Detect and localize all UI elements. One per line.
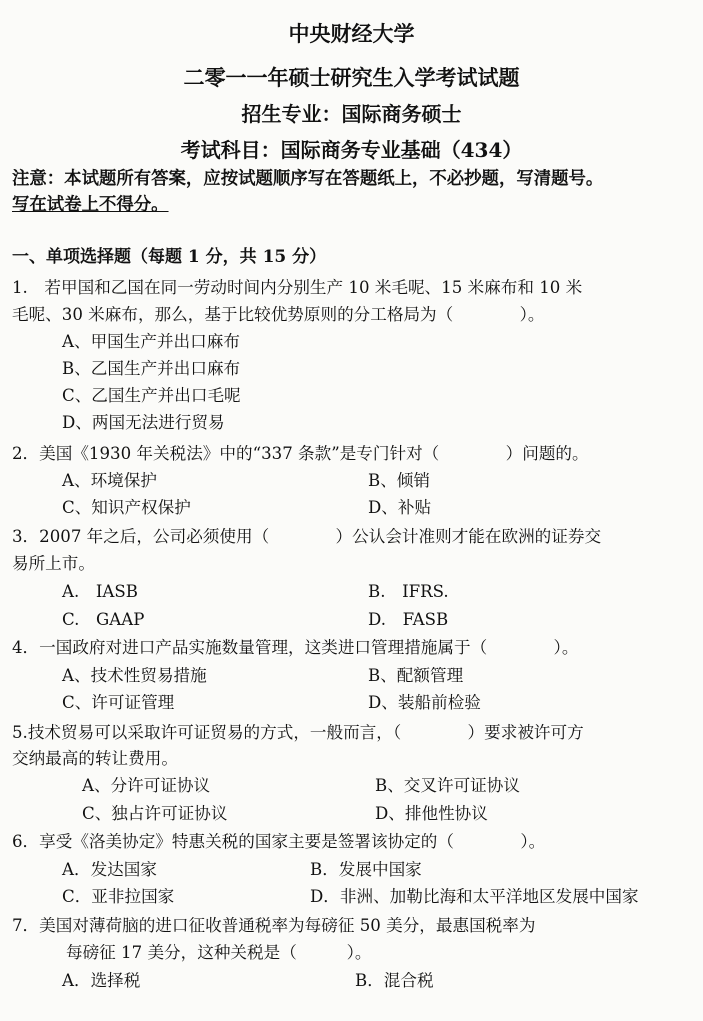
question-3-option-a: A. IASB xyxy=(62,582,138,601)
question-5-option-a: A、分许可证协议 xyxy=(82,776,211,795)
question-2-option-b: B、倾销 xyxy=(368,471,430,490)
notice-main: 注意：本试题所有答案，应按试题顺序写在答题纸上，不必抄题，写清题号。 xyxy=(12,169,604,189)
question-7-line-1: 7．美国对薄荷脑的进口征收普通税率为每磅征 50 美分，最惠国税率为 xyxy=(12,916,536,935)
question-5-option-b: B、交叉许可证协议 xyxy=(375,776,520,795)
question-2-option-d: D、补贴 xyxy=(368,498,432,517)
question-2-option-c: C、知识产权保护 xyxy=(62,498,191,517)
question-1-option-c: C、乙国生产并出口毛呢 xyxy=(62,386,241,405)
question-5-line-2: 交纳最高的转让费用。 xyxy=(12,749,178,768)
question-3-line-2: 易所上市。 xyxy=(12,554,95,573)
question-1-line-2: 毛呢、30 米麻布，那么，基于比较优势原则的分工格局为（ ）。 xyxy=(12,305,545,324)
question-6-option-b: B．发展中国家 xyxy=(310,860,422,879)
question-6-option-d: D．非洲、加勒比海和太平洋地区发展中国家 xyxy=(310,887,639,906)
section-title: 一、单项选择题（每题 1 分，共 15 分） xyxy=(12,247,327,267)
question-1-option-b: B、乙国生产并出口麻布 xyxy=(62,359,241,378)
question-2-line-1: 2．美国《1930 年关税法》中的“337 条款”是专门针对（ ）问题的。 xyxy=(12,444,589,463)
question-3-line-1: 3．2007 年之后，公司必须使用（ ）公认会计准则才能在欧洲的证券交 xyxy=(12,527,602,546)
question-6-option-c: C．亚非拉国家 xyxy=(62,887,175,906)
question-4-option-c: C、许可证管理 xyxy=(62,693,175,712)
question-1-option-d: D、两国无法进行贸易 xyxy=(62,413,225,432)
subject-line: 考试科目：国际商务专业基础（434） xyxy=(180,138,523,162)
question-3-option-c: C. GAAP xyxy=(62,610,145,629)
question-1-line-1: 1. 若甲国和乙国在同一劳动时间内分别生产 10 米毛呢、15 米麻布和 10 米 xyxy=(12,278,583,297)
question-5-option-d: D、排他性协议 xyxy=(375,804,488,823)
question-6-line-1: 6．享受《洛美协定》特惠关税的国家主要是签署该协定的（ ）。 xyxy=(12,832,546,851)
question-4-option-a: A、技术性贸易措施 xyxy=(62,666,207,685)
question-5-option-c: C、独占许可证协议 xyxy=(82,804,228,823)
question-4-line-1: 4．一国政府对进口产品实施数量管理，这类进口管理措施属于（ ）。 xyxy=(12,638,579,657)
exam-notice xyxy=(12,166,696,218)
notice-underlined: 写在试卷上不得分。 xyxy=(12,195,169,215)
question-5-line-1: 5.技术贸易可以采取许可证贸易的方式，一般而言，（ ）要求被许可方 xyxy=(12,723,584,742)
question-3-option-d: D. FASB xyxy=(368,610,449,629)
question-4-option-b: B、配额管理 xyxy=(368,666,464,685)
question-2-option-a: A、环境保护 xyxy=(62,471,157,490)
exam-title: 二零一一年硕士研究生入学考试试题 xyxy=(183,65,520,90)
question-7-line-2: 每磅征 17 美分，这种关税是（ ）。 xyxy=(66,943,372,962)
question-6-option-a: A．发达国家 xyxy=(62,860,157,879)
question-4-option-d: D、装船前检验 xyxy=(368,693,481,712)
question-1-option-a: A、甲国生产并出口麻布 xyxy=(62,332,240,351)
question-3-option-b: B. IFRS. xyxy=(368,582,449,601)
question-7-option-b: B．混合税 xyxy=(355,971,434,990)
university-name: 中央财经大学 xyxy=(288,21,415,46)
question-7-option-a: A．选择税 xyxy=(62,971,141,990)
major-line: 招生专业：国际商务硕士 xyxy=(241,102,462,126)
